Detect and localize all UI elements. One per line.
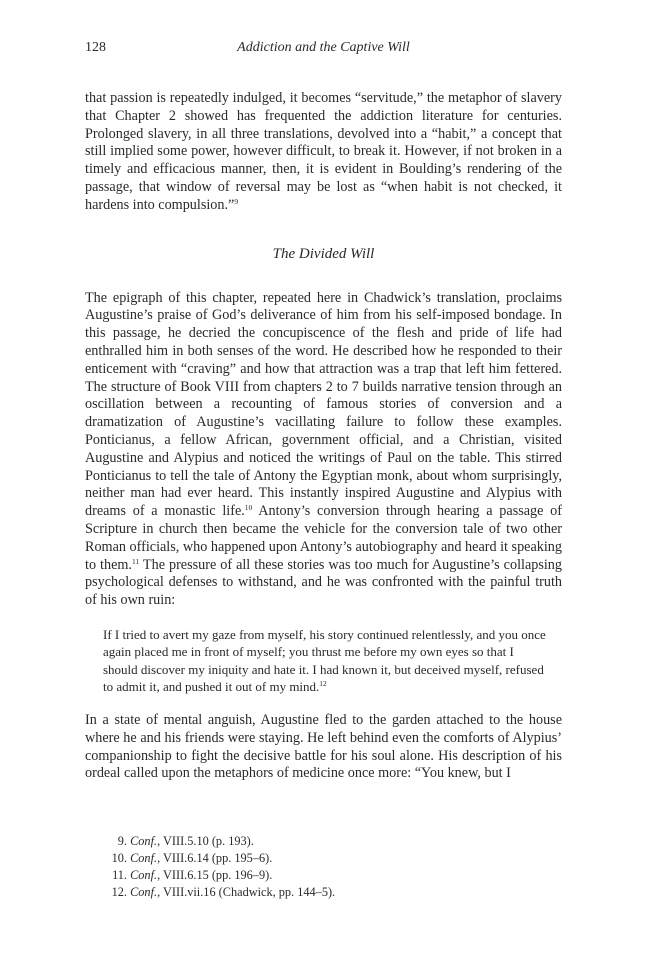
footnote-citation: , VIII.6.15 (pp. 196–9).	[157, 868, 273, 883]
footnote-citation: , VIII.vii.16 (Chadwick, pp. 144–5).	[157, 885, 336, 900]
paragraph-garden	[85, 712, 562, 783]
footnote-work: Conf.	[130, 834, 158, 849]
paragraph-text: The epigraph of this chapter, repeated here in Chadwick’s translation, proclaims Augustine’s praise of God’s deliverance of him from his self-imposed bondage. In this passage, he decried the concupiscence of the flesh and pride of life had enthralled him in both senses of the word. He described how he responded to their enticement with “craving” and how that attraction was a trap that left him fettered. The structure of Book VIII from chapters 2 to 7 builds narrative tension through an oscillation between a recounting of famous stories of conversion and a dramatization of Augustine’s vacillating failure to follow these examples. Ponticianus, a fellow African, government official, and a Christian, visited Augustine and Alypius and noticed the writings of Paul on the table. This stirred Ponticianus to tell the tale of Antony the Egyptian monk, about whom surprisingly, neither man had ever heard. This instantly inspired Augustine and Alypius with dreams of a monastic life.	[85, 289, 562, 520]
paragraph-text: The pressure of all these stories was too much for Augustine’s collapsing psychological defenses to withstand, and he was confronted with the painful truth of his own ruin:	[85, 556, 562, 609]
footnote-number: 11.	[112, 868, 127, 883]
paragraph-servitude	[85, 90, 562, 215]
paragraph-text: Antony’s conversion through hearing a passage of Scripture in church then became the vehicle for the conversion tale of two other Roman officials, who happened upon Antony’s autobiography and heard it speaking to them.	[85, 503, 563, 573]
footnote-work: Conf.	[130, 851, 158, 866]
quote-text: If I tried to avert my gaze from myself, his story continued relentlessly, and you once again placed me in front of myself; you thrust me before my own eyes so that I should discover my iniquity and hate it. I had known it, but deceived myself, refused to admit it, and pushed it out of my mind.	[103, 626, 546, 695]
footnote-12	[105, 884, 562, 901]
footnote-9	[105, 833, 562, 850]
running-title: Addiction and the Captive Will	[237, 40, 410, 55]
paragraph-divided-will	[85, 290, 562, 610]
footnote-11	[105, 867, 562, 884]
footnote-citation: , VIII.5.10 (p. 193).	[157, 834, 254, 849]
footnote-ref-9[interactable]: 9	[234, 196, 239, 206]
footnote-ref-12[interactable]: 12	[319, 679, 327, 689]
footnote-work: Conf.	[130, 885, 158, 900]
paragraph-text: that passion is repeatedly indulged, it becomes “servitude,” the metaphor of slavery that Chapter 2 showed has frequented the addiction literature for centuries. Prolonged slavery, in all three translations, devolved into a “habit,” a concept that still implied some power, however difficult, to break it. However, if not broken in a timely and efficacious manner, then, it is evident in Boulding’s rendering of the passage, that window of reversal may be lost as “when habit is not checked, it hardens into compulsion.”	[85, 90, 562, 213]
block-quote	[103, 626, 546, 696]
footnote-number: 12.	[111, 885, 127, 900]
running-head	[85, 38, 562, 58]
paragraph-text: In a state of mental anguish, Augustine fled to the garden attached to the house where he and his friends were staying. He left behind even the comforts of Alypius’ companionship to fight the decisive battle for his soul alone. His description of his ordeal called upon the metaphors of medicine once more: “You knew, but I	[85, 711, 562, 782]
footnote-work: Conf.	[130, 868, 158, 883]
book-page	[85, 38, 562, 901]
footnote-number: 9.	[117, 834, 127, 849]
footnote-citation: , VIII.6.14 (pp. 195–6).	[157, 851, 273, 866]
footnote-ref-11[interactable]: 11	[131, 556, 140, 566]
page-number: 128	[85, 40, 106, 55]
footnote-10	[105, 850, 562, 867]
footnote-number: 10.	[111, 851, 127, 866]
section-heading: The Divided Will	[272, 245, 375, 262]
footnote-ref-10[interactable]: 10	[244, 503, 253, 513]
footnotes-list	[105, 833, 562, 901]
